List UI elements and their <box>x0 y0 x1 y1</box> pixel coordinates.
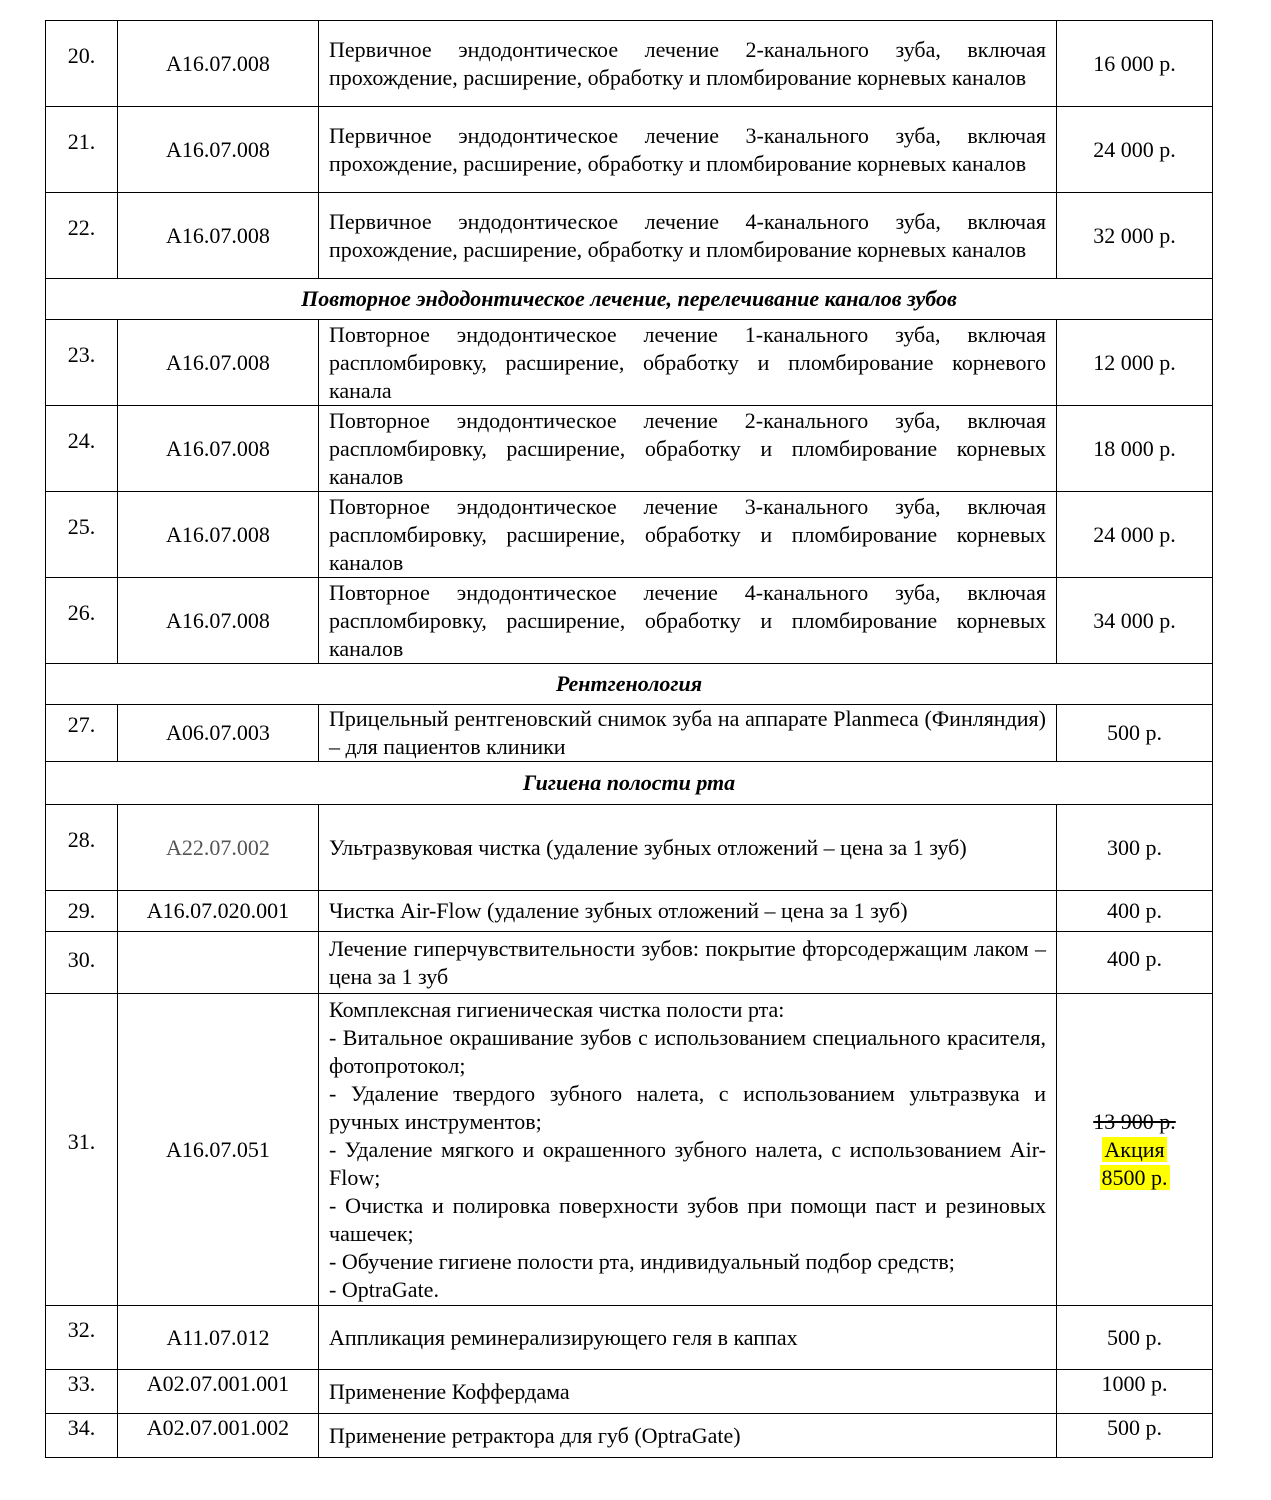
service-price: 16 000 р. <box>1057 21 1213 107</box>
table-row <box>46 578 1213 664</box>
table-row <box>46 805 1213 891</box>
service-price: 24 000 р. <box>1057 107 1213 193</box>
section-row <box>46 279 1213 320</box>
section-title: Повторное эндодонтическое лечение, перелечивание каналов зубов <box>46 279 1213 320</box>
description-line: Комплексная гигиеническая чистка полости рта: <box>329 996 785 1022</box>
description-line: - Очистка и полировка поверхности зубов при помощи паст и резиновых чашечек; <box>329 1192 1046 1246</box>
service-description: Прицельный рентгеновский снимок зуба на аппарате Planmeca (Финляндия) – для пациентов клиники <box>319 705 1057 762</box>
row-number: 23. <box>46 320 118 406</box>
row-number: 30. <box>46 932 118 994</box>
service-price: 500 р. <box>1057 1306 1213 1370</box>
table-row <box>46 994 1213 1306</box>
service-description: Лечение гиперчувствительности зубов: покрытие фторсодержащим лаком – цена за 1 зуб <box>319 932 1057 994</box>
row-number: 25. <box>46 492 118 578</box>
service-description: Применение Коффердама <box>319 1370 1057 1414</box>
service-description: Повторное эндодонтическое лечение 3-канального зуба, включая распломбировку, расширение, обработку и пломбирование корневых каналов <box>319 492 1057 578</box>
section-title: Гигиена полости рта <box>46 762 1213 805</box>
table-row <box>46 193 1213 279</box>
service-code <box>118 932 319 994</box>
service-code: A02.07.001.001 <box>118 1370 319 1414</box>
service-code: A16.07.008 <box>118 107 319 193</box>
service-description: Первичное эндодонтическое лечение 3-канального зуба, включая прохождение, расширение, обработку и пломбирование корневых каналов <box>319 107 1057 193</box>
service-code: A16.07.008 <box>118 406 319 492</box>
table-row <box>46 891 1213 932</box>
table-row <box>46 492 1213 578</box>
section-title: Рентгенология <box>46 664 1213 705</box>
service-price: 500 р. <box>1057 1414 1213 1458</box>
service-price: 24 000 р. <box>1057 492 1213 578</box>
description-line: - Удаление мягкого и окрашенного зубного налета, с использованием Air-Flow; <box>329 1136 1046 1190</box>
service-description: Применение ретрактора для губ (OptraGate) <box>319 1414 1057 1458</box>
service-code: A11.07.012 <box>118 1306 319 1370</box>
service-price: 1000 р. <box>1057 1370 1213 1414</box>
row-number: 34. <box>46 1414 118 1458</box>
old-price: 13 900 р. <box>1093 1108 1176 1134</box>
row-number: 32. <box>46 1306 118 1370</box>
description-line: - Удаление твердого зубного налета, с использованием ультразвука и ручных инструментов; <box>329 1080 1046 1134</box>
service-description: Первичное эндодонтическое лечение 4-канального зуба, включая прохождение, расширение, обработку и пломбирование корневых каналов <box>319 193 1057 279</box>
row-number: 31. <box>46 994 118 1306</box>
row-number: 29. <box>46 891 118 932</box>
service-description: Чистка Air-Flow (удаление зубных отложений – цена за 1 зуб) <box>319 891 1057 932</box>
description-line: - OptraGate. <box>329 1276 439 1302</box>
row-number: 21. <box>46 107 118 193</box>
table-row <box>46 21 1213 107</box>
service-description: Первичное эндодонтическое лечение 2-канального зуба, включая прохождение, расширение, обработку и пломбирование корневых каналов <box>319 21 1057 107</box>
row-number: 22. <box>46 193 118 279</box>
row-number: 27. <box>46 705 118 762</box>
row-number: 26. <box>46 578 118 664</box>
section-row <box>46 664 1213 705</box>
table-row <box>46 406 1213 492</box>
service-code: A16.07.008 <box>118 193 319 279</box>
service-price: 400 р. <box>1057 891 1213 932</box>
service-description <box>319 994 1057 1306</box>
table-row <box>46 320 1213 406</box>
promo-price: 8500 р. <box>1101 1164 1168 1190</box>
service-code: A02.07.001.002 <box>118 1414 319 1458</box>
service-code: A16.07.008 <box>118 320 319 406</box>
service-code: A16.07.020.001 <box>118 891 319 932</box>
service-price: 32 000 р. <box>1057 193 1213 279</box>
service-price <box>1057 994 1213 1306</box>
table-row <box>46 1414 1213 1458</box>
table-row <box>46 107 1213 193</box>
service-description: Повторное эндодонтическое лечение 1-канального зуба, включая распломбировку, расширение, обработку и пломбирование корневого канала <box>319 320 1057 406</box>
service-price: 34 000 р. <box>1057 578 1213 664</box>
service-description: Аппликация реминерализирующего геля в каппах <box>319 1306 1057 1370</box>
table-row <box>46 705 1213 762</box>
row-number: 28. <box>46 805 118 891</box>
service-code: A16.07.008 <box>118 578 319 664</box>
service-price: 500 р. <box>1057 705 1213 762</box>
description-line: - Витальное окрашивание зубов с использованием специального красителя, фотопротокол; <box>329 1024 1046 1078</box>
service-description: Повторное эндодонтическое лечение 4-канального зуба, включая распломбировку, расширение, обработку и пломбирование корневых каналов <box>319 578 1057 664</box>
service-code: A06.07.003 <box>118 705 319 762</box>
table-row <box>46 1370 1213 1414</box>
description-line: - Обучение гигиене полости рта, индивидуальный подбор средств; <box>329 1248 955 1274</box>
table-row <box>46 932 1213 994</box>
service-description: Повторное эндодонтическое лечение 2-канального зуба, включая распломбировку, расширение, обработку и пломбирование корневых каналов <box>319 406 1057 492</box>
table-row <box>46 1306 1213 1370</box>
service-code: A16.07.008 <box>118 492 319 578</box>
service-code: A16.07.051 <box>118 994 319 1306</box>
service-price: 12 000 р. <box>1057 320 1213 406</box>
section-row <box>46 762 1213 805</box>
service-code: A22.07.002 <box>118 805 319 891</box>
service-description: Ультразвуковая чистка (удаление зубных отложений – цена за 1 зуб) <box>319 805 1057 891</box>
service-code: A16.07.008 <box>118 21 319 107</box>
row-number: 24. <box>46 406 118 492</box>
service-price: 18 000 р. <box>1057 406 1213 492</box>
row-number: 33. <box>46 1370 118 1414</box>
promo-label: Акция <box>1104 1136 1165 1162</box>
row-number: 20. <box>46 21 118 107</box>
service-price: 300 р. <box>1057 805 1213 891</box>
price-list-table <box>45 20 1213 1458</box>
service-price: 400 р. <box>1057 932 1213 994</box>
